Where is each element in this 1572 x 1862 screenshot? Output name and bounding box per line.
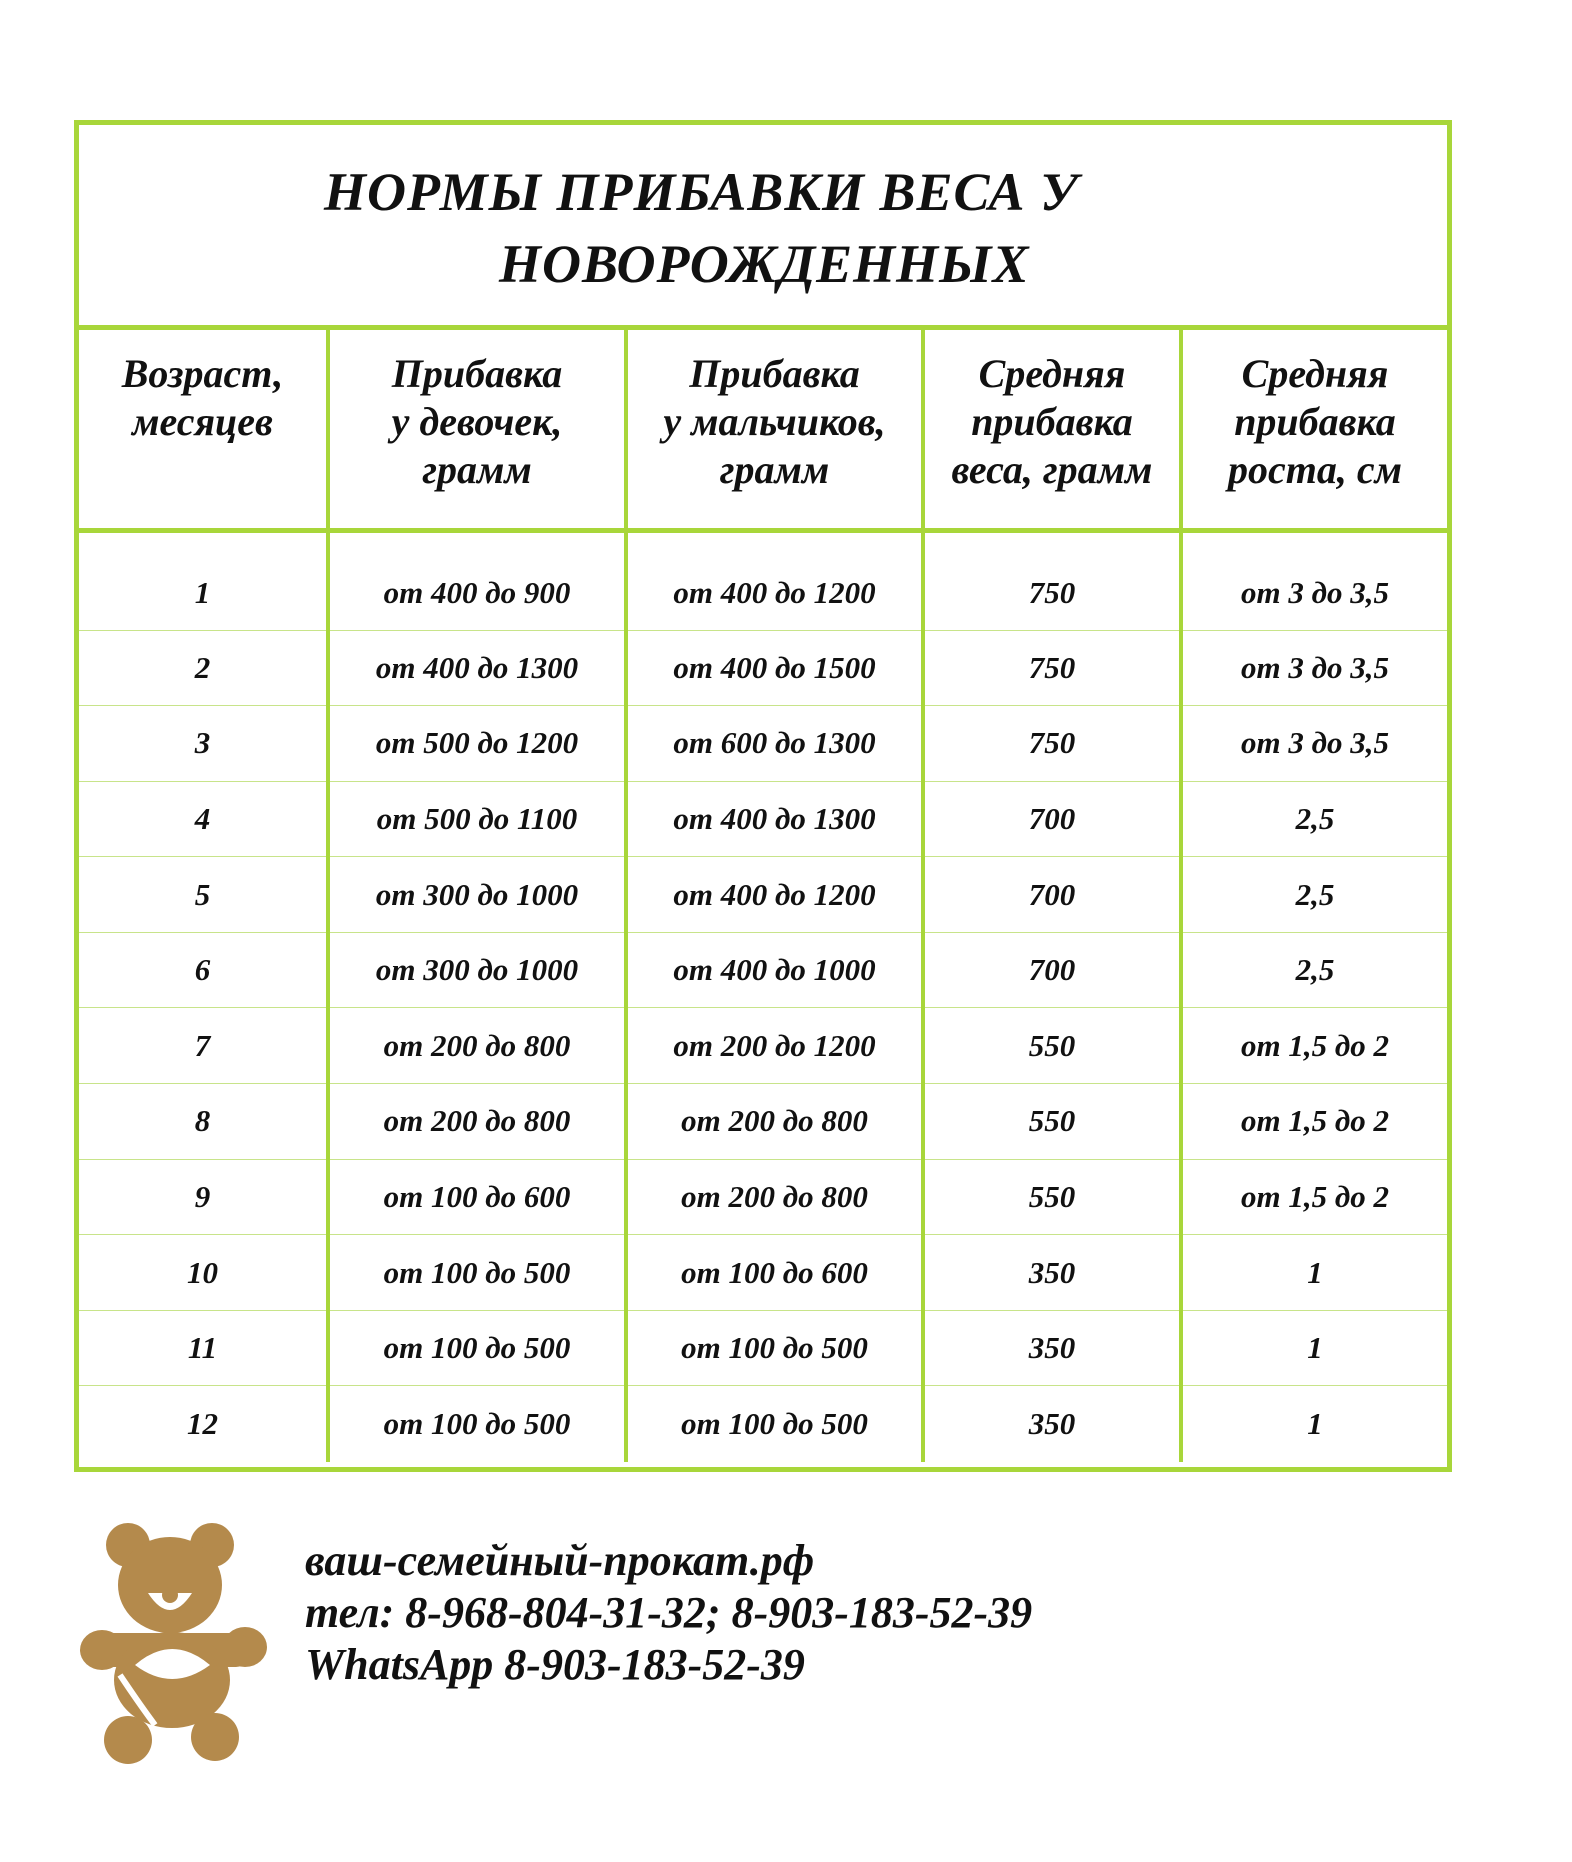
cell-girls: от 100 до 500 [328, 1386, 626, 1462]
cell-girls: от 300 до 1000 [328, 857, 626, 933]
cell-age: 9 [79, 1159, 328, 1235]
cell-boys: от 100 до 500 [626, 1310, 923, 1386]
cell-age: 4 [79, 781, 328, 857]
cell-avg-weight: 750 [923, 530, 1181, 630]
cell-boys: от 200 до 1200 [626, 1008, 923, 1084]
cell-age: 10 [79, 1235, 328, 1311]
table-row [79, 630, 1447, 706]
page-title-line-2: НОВОРОЖДЕННЫХ [499, 234, 1030, 294]
cell-girls: от 100 до 500 [328, 1310, 626, 1386]
cell-age: 1 [79, 530, 328, 630]
cell-age: 2 [79, 630, 328, 706]
cell-girls: от 100 до 600 [328, 1159, 626, 1235]
cell-age: 8 [79, 1084, 328, 1160]
cell-girls: от 400 до 900 [328, 530, 626, 630]
cell-boys: от 600 до 1300 [626, 706, 923, 782]
cell-avg-height: от 1,5 до 2 [1181, 1084, 1447, 1160]
cell-boys: от 100 до 500 [626, 1386, 923, 1462]
footer-contacts [80, 1515, 1180, 1775]
cell-girls: от 300 до 1000 [328, 932, 626, 1008]
cell-age: 5 [79, 857, 328, 933]
cell-avg-weight: 700 [923, 781, 1181, 857]
cell-avg-weight: 550 [923, 1008, 1181, 1084]
growth-norms-table [74, 120, 1452, 1472]
header-row [79, 330, 1447, 530]
header-girls-gain: Прибавка у девочек, грамм [328, 330, 626, 530]
cell-age: 11 [79, 1310, 328, 1386]
cell-boys: от 400 до 1500 [626, 630, 923, 706]
table-row [79, 857, 1447, 933]
table-row [79, 932, 1447, 1008]
cell-girls: от 200 до 800 [328, 1008, 626, 1084]
cell-avg-height: от 3 до 3,5 [1181, 706, 1447, 782]
table-row [79, 1008, 1447, 1084]
title-box [79, 125, 1447, 330]
cell-avg-height: 1 [1307, 1405, 1323, 1441]
cell-age: 7 [79, 1008, 328, 1084]
table-row [79, 781, 1447, 857]
cell-avg-height: 1 [1181, 1235, 1447, 1311]
cell-boys: от 200 до 800 [626, 1084, 923, 1160]
table-row [79, 1310, 1447, 1386]
cell-girls: от 200 до 800 [328, 1084, 626, 1160]
cell-avg-weight: 700 [923, 932, 1181, 1008]
cell-avg-height: 2,5 [1181, 781, 1447, 857]
header-avg-weight-gain: Средняя прибавка веса, грамм [923, 330, 1181, 530]
table-row [79, 1235, 1447, 1311]
header-age: Возраст, месяцев [79, 330, 328, 530]
cell-boys: от 400 до 1000 [626, 932, 923, 1008]
cell-girls: от 400 до 1300 [328, 630, 626, 706]
cell-girls: от 100 до 500 [328, 1235, 626, 1311]
website-link[interactable]: ваш-семейный-прокат.рф [305, 1536, 815, 1585]
cell-avg-weight: 550 [923, 1084, 1181, 1160]
cell-avg-weight: 350 [923, 1235, 1181, 1311]
cell-avg-weight: 550 [923, 1159, 1181, 1235]
table-row [79, 530, 1447, 630]
cell-age: 3 [79, 706, 328, 782]
cell-boys: от 400 до 1300 [626, 781, 923, 857]
whatsapp-number: WhatsApp 8-903-183-52-39 [305, 1640, 805, 1689]
cell-avg-weight: 750 [923, 706, 1181, 782]
cell-avg-height: 2,5 [1181, 857, 1447, 933]
cell-boys: от 100 до 600 [626, 1235, 923, 1311]
cell-avg-height: от 1,5 до 2 [1181, 1159, 1447, 1235]
cell-avg-height: от 3 до 3,5 [1181, 630, 1447, 706]
cell-boys: от 400 до 1200 [626, 530, 923, 630]
teddy-bear-icon [80, 1515, 270, 1765]
header-boys-gain: Прибавка у мальчиков, грамм [626, 330, 923, 530]
cell-avg-height: от 3 до 3,5 [1181, 530, 1447, 630]
cell-age: 12 [79, 1386, 328, 1462]
cell-avg-weight: 350 [923, 1386, 1181, 1462]
cell-avg-weight: 750 [923, 630, 1181, 706]
cell-avg-weight: 350 [923, 1310, 1181, 1386]
page-title-line-1: НОРМЫ ПРИБАВКИ ВЕСА У [324, 162, 1079, 222]
table-row [79, 1159, 1447, 1235]
cell-girls: от 500 до 1100 [328, 781, 626, 857]
cell-avg-weight: 700 [923, 857, 1181, 933]
table-row [79, 706, 1447, 782]
cell-avg-height: 1 [1181, 1310, 1447, 1386]
table-row [79, 1386, 1447, 1462]
cell-girls: от 500 до 1200 [328, 706, 626, 782]
cell-age: 6 [79, 932, 328, 1008]
cell-avg-height: 2,5 [1181, 932, 1447, 1008]
header-avg-height-gain: Средняя прибавка роста, см [1181, 330, 1447, 530]
cell-boys: от 200 до 800 [626, 1159, 923, 1235]
table-row [79, 1084, 1447, 1160]
cell-boys: от 400 до 1200 [626, 857, 923, 933]
cell-avg-height: от 1,5 до 2 [1181, 1008, 1447, 1084]
phone-numbers: тел: 8-968-804-31-32; 8-903-183-52-39 [305, 1588, 1033, 1637]
data-table [79, 330, 1447, 1462]
